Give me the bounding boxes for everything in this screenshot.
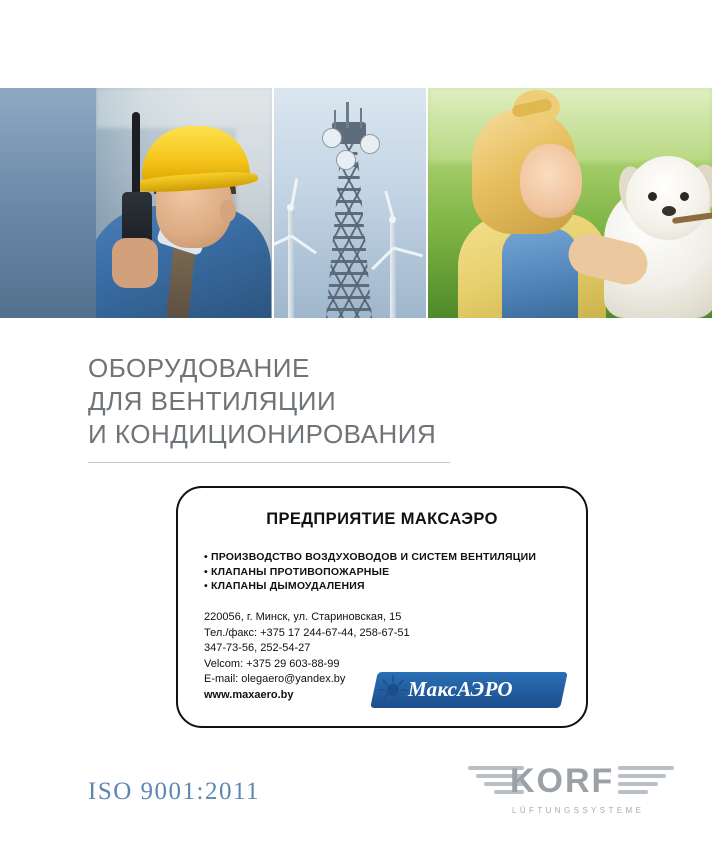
- mast-rod: [360, 108, 362, 128]
- dog-head: [626, 156, 710, 240]
- company-phone-fax: Тел./факс: +375 17 244-67-44, 258-67-51: [204, 626, 410, 639]
- photo-blur-highlight: [96, 88, 272, 128]
- photo-worker-with-radio: [96, 88, 272, 318]
- list-item: • КЛАПАНЫ ДЫМОУДАЛЕНИЯ: [204, 580, 365, 592]
- antenna-dish-icon: [322, 128, 342, 148]
- photo-towers: [274, 88, 426, 318]
- services-list: [204, 550, 536, 594]
- sun-rays-icon: [378, 674, 408, 704]
- headline-divider: [88, 462, 450, 463]
- company-card: [176, 486, 588, 728]
- headline-line-1: ОБОРУДОВАНИЕ: [88, 353, 310, 383]
- mast-rod: [346, 102, 349, 128]
- wind-turbine-pole: [288, 208, 294, 318]
- blue-gradient-block: [0, 88, 96, 318]
- company-velcom: Velcom: +375 29 603-88-99: [204, 657, 340, 670]
- worker-hand: [112, 238, 158, 288]
- company-email[interactable]: E-mail: olegaero@yandex.by: [204, 673, 346, 685]
- headline-line-3: И КОНДИЦИОНИРОВАНИЯ: [88, 419, 437, 449]
- korf-logo-subtitle: LÜFTUNGSSYSTEME: [512, 806, 645, 815]
- list-item: • КЛАПАНЫ ПРОТИВОПОЖАРНЫЕ: [204, 565, 390, 578]
- photo-girl-with-dog: [428, 88, 712, 318]
- korf-wing-right-icon: [618, 766, 674, 800]
- company-website[interactable]: www.maxaero.by: [204, 688, 294, 701]
- antenna-dish-icon: [336, 150, 356, 170]
- company-address: 220056, г. Минск, ул. Стариновская, 15: [204, 611, 402, 623]
- headline-line-2: ДЛЯ ВЕНТИЛЯЦИИ: [88, 386, 337, 416]
- girl-face: [520, 144, 582, 218]
- list-item: • ПРОИЗВОДСТВО ВОЗДУХОВОДОВ И СИСТЕМ ВЕНТИЛЯЦИИ: [204, 551, 537, 563]
- page-title: [88, 352, 558, 451]
- radio-antenna: [132, 112, 140, 196]
- maxaero-logo: [374, 666, 564, 714]
- antenna-dish-icon: [360, 134, 380, 154]
- mast-rod: [334, 110, 336, 128]
- girl-vest: [502, 228, 578, 318]
- company-name: ПРЕДПРИЯТИЕ МАКСАЭРО: [266, 510, 498, 528]
- iso-certification-label: ISO 9001:2011: [88, 778, 261, 805]
- wind-turbine-pole: [390, 220, 396, 318]
- dog-eye: [680, 192, 689, 201]
- maxaero-logo-text: МаксАЭРО: [408, 677, 513, 701]
- korf-logo: [468, 760, 674, 828]
- korf-logo-text: KORF: [510, 762, 615, 800]
- dog-nose: [662, 206, 676, 216]
- cover-photo-band: [0, 88, 712, 318]
- dog-eye: [648, 192, 657, 201]
- company-phone-extra: 347-73-56, 252-54-27: [204, 642, 311, 654]
- worker-ear: [220, 200, 236, 222]
